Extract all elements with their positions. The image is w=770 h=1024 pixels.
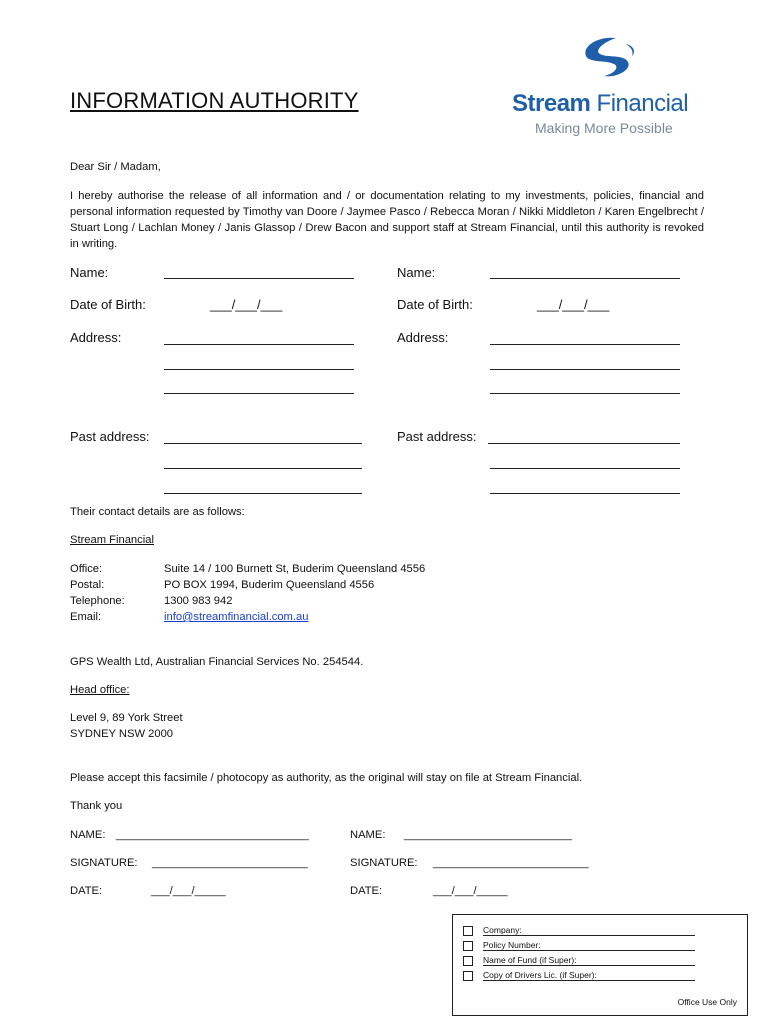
office-use-label: Policy Number: — [483, 940, 695, 951]
head-office-line-1: Level 9, 89 York Street — [70, 712, 183, 724]
past-address-line-3-left[interactable] — [164, 493, 362, 494]
sig-signature-label-right: SIGNATURE: — [350, 857, 418, 869]
brand-name-part2: Financial — [596, 90, 689, 117]
stream-logo-icon — [576, 34, 638, 84]
past-address-line-1-right[interactable] — [488, 443, 680, 444]
sig-name-label-left: NAME: — [70, 829, 106, 841]
address-line-3-right[interactable] — [490, 393, 680, 394]
past-address-line-3-right[interactable] — [490, 493, 680, 494]
dob-label-left: Date of Birth: — [70, 297, 146, 312]
sig-date-field-right[interactable]: ___/___/_____ — [433, 885, 508, 897]
sig-name-label-right: NAME: — [350, 829, 386, 841]
office-use-row-company — [463, 925, 695, 936]
office-use-row-policy — [463, 940, 695, 951]
office-use-box — [452, 914, 748, 1016]
email-link[interactable]: info@streamfinancial.com.au — [164, 611, 309, 623]
brand-name-part1: Stream — [512, 90, 591, 117]
past-address-line-2-right[interactable] — [490, 468, 680, 469]
brand-name — [512, 90, 688, 118]
company-name: Stream Financial — [70, 534, 154, 546]
head-office-line-2: SYDNEY NSW 2000 — [70, 728, 174, 740]
address-line-2-left[interactable] — [164, 369, 354, 370]
authority-paragraph: I hereby authorise the release of all information and / or documentation relating to my investments, policies, financial and personal information requested by Timothy van Doore / Jaymee Pasco / Rebecca Moran / Nikki Middleton / Karen Engelbrecht / Stuart Long / Lachlan Money / Janis Glassop / Drew Bacon and support staff at Stream Financial, until this authority is revoked in writing. — [70, 190, 704, 250]
email-label: Email: — [70, 611, 102, 623]
dob-field-left[interactable]: ___/___/___ — [210, 297, 283, 312]
policy-number-checkbox[interactable] — [463, 941, 473, 951]
sig-signature-field-left[interactable]: _________________________ — [152, 857, 308, 869]
telephone-value: 1300 983 942 — [164, 595, 233, 607]
sig-date-label-left: DATE: — [70, 885, 103, 897]
address-label-right: Address: — [397, 330, 449, 345]
name-label-right: Name: — [397, 265, 436, 280]
address-line-2-right[interactable] — [490, 369, 680, 370]
address-line-3-left[interactable] — [164, 393, 354, 394]
office-use-row-license — [463, 970, 695, 981]
facsimile-note: Please accept this facsimile / photocopy as authority, as the original will stay on file at Stream Financial. — [70, 772, 583, 784]
contact-intro: Their contact details are as follows: — [70, 506, 245, 518]
past-address-label-left: Past address: — [70, 429, 150, 444]
past-address-label-right: Past address: — [397, 429, 477, 444]
licensee-text: GPS Wealth Ltd, Australian Financial Services No. 254544. — [70, 656, 364, 668]
name-field-right[interactable] — [490, 278, 680, 279]
office-use-footer: Office Use Only — [677, 997, 737, 1007]
address-label-left: Address: — [70, 330, 122, 345]
page-title: INFORMATION AUTHORITY — [70, 88, 359, 113]
postal-label: Postal: — [70, 579, 105, 591]
office-use-label: Company: — [483, 925, 695, 936]
address-line-1-left[interactable] — [164, 344, 354, 345]
telephone-label: Telephone: — [70, 595, 125, 607]
head-office-label: Head office: — [70, 684, 130, 696]
name-label-left: Name: — [70, 265, 109, 280]
fund-name-checkbox[interactable] — [463, 956, 473, 966]
sig-date-field-left[interactable]: ___/___/_____ — [151, 885, 226, 897]
sig-signature-field-right[interactable]: _________________________ — [433, 857, 589, 869]
dob-label-right: Date of Birth: — [397, 297, 473, 312]
thank-you: Thank you — [70, 800, 123, 812]
office-value: Suite 14 / 100 Burnett St, Buderim Queensland 4556 — [164, 563, 426, 575]
address-line-1-right[interactable] — [490, 344, 680, 345]
salutation: Dear Sir / Madam, — [70, 161, 161, 173]
office-use-label: Copy of Drivers Lic. (if Super): — [483, 970, 695, 981]
office-use-row-fund — [463, 955, 695, 966]
company-checkbox[interactable] — [463, 926, 473, 936]
name-field-left[interactable] — [164, 278, 354, 279]
sig-name-field-right[interactable]: ___________________________ — [404, 829, 572, 841]
sig-signature-label-left: SIGNATURE: — [70, 857, 138, 869]
past-address-line-2-left[interactable] — [164, 468, 362, 469]
sig-date-label-right: DATE: — [350, 885, 383, 897]
sig-name-field-left[interactable]: _______________________________ — [116, 829, 309, 841]
past-address-line-1-left[interactable] — [164, 443, 362, 444]
office-use-label: Name of Fund (if Super): — [483, 955, 695, 966]
drivers-license-checkbox[interactable] — [463, 971, 473, 981]
dob-field-right[interactable]: ___/___/___ — [537, 297, 610, 312]
brand-tagline: Making More Possible — [535, 120, 673, 136]
office-label: Office: — [70, 563, 103, 575]
postal-value: PO BOX 1994, Buderim Queensland 4556 — [164, 579, 375, 591]
